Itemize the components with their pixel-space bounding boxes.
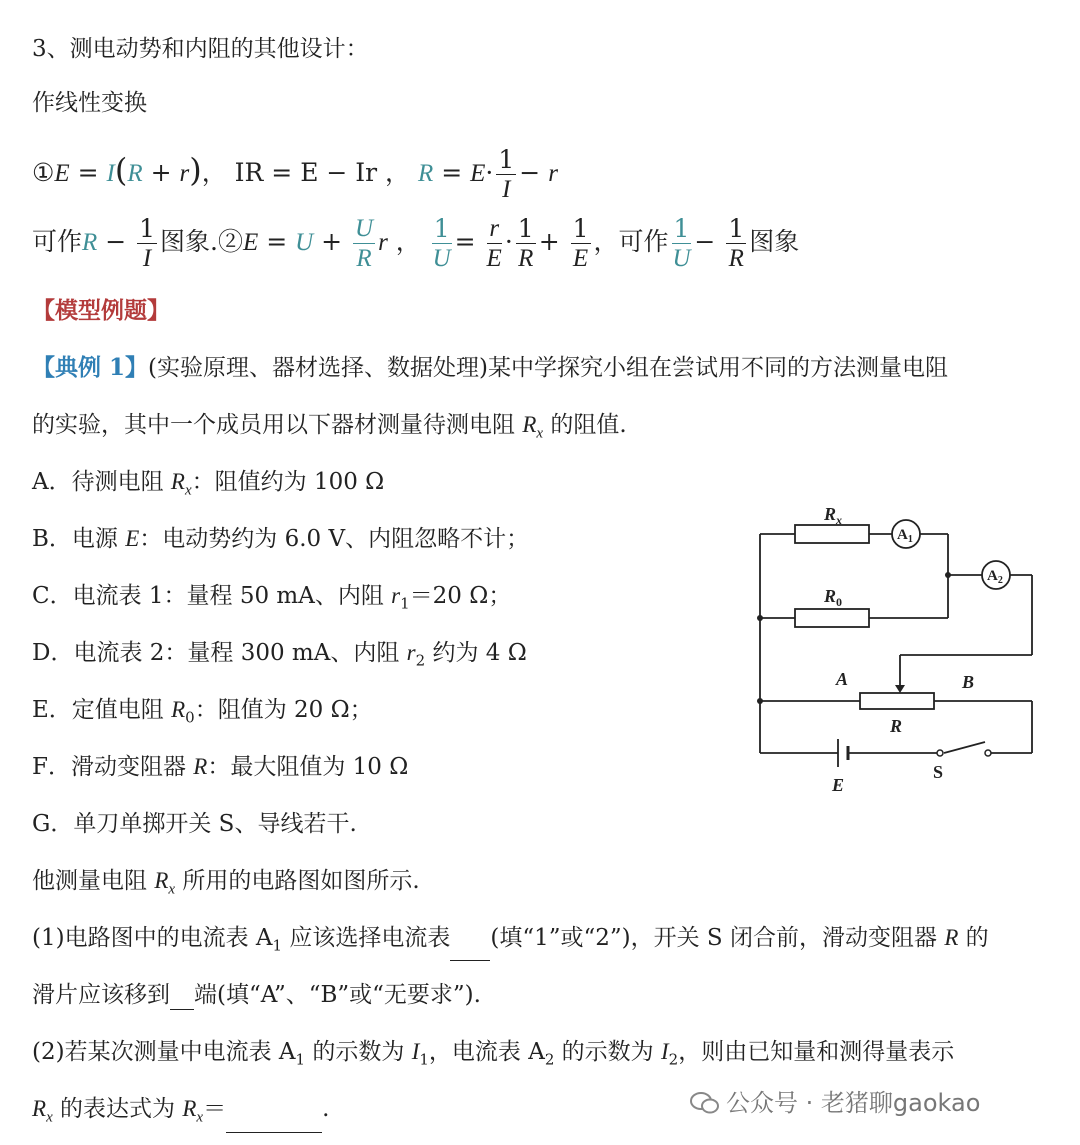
circuit-diagram — [740, 505, 1050, 800]
list-item: D．电流表 2：量程 300 mA、内阻 $r_2$ 约为 4 Ω — [32, 640, 527, 670]
list-item: E．定值电阻 $R_0$：阻值为 20 Ω； — [32, 697, 373, 727]
answer-blank-3[interactable] — [226, 1108, 322, 1133]
formula-line-1: ①E = I(R + r)， IR = E − Ir ， R = E· $\frac{1}{I}$ − r — [32, 145, 558, 203]
formula-line-2: 可作R − $\frac{1}{I}$ 图象.②E = U + $\frac{U}{R}$ r ， $\frac{1}{U}$ = $\frac{r}{E}$ · $\frac{1}{R}$ + $\frac{1}{E}$ ，可作 $\frac{1}{U}$ − $\frac{1}{R}$ 图象 — [32, 214, 800, 272]
example-line-2: 的实验，其中一个成员用以下器材测量待测电阻 $R_x$ 的阻值. — [32, 412, 627, 442]
model-example-label: 【模型例题】 — [32, 297, 170, 324]
formula-equation-2: ， IR = E − Ir ， — [201, 158, 411, 187]
list-item: A．待测电阻 $R_x$：阻值约为 100 Ω — [32, 469, 385, 499]
question-2-line-1: (2)若某次测量中电流表 $A_1$ 的示数为 $I_1$，电流表 $A_2$ 的示数为 $I_2$，则由已知量和测得量表示 — [32, 1039, 955, 1069]
wechat-icon — [690, 1091, 720, 1115]
label-end-a: A — [836, 669, 849, 689]
list-item: G．单刀单掷开关 S、导线若干. — [32, 811, 357, 837]
label-switch-s: S — [933, 762, 944, 782]
watermark: 公众号 · 老猪聊gaokao — [690, 1083, 980, 1118]
label-rx: $R_x$ — [824, 505, 843, 527]
label-ammeter-a1: $A_1$ — [897, 527, 913, 545]
list-item: B．电源 E：电动势约为 6.0 V、内阻忽略不计； — [32, 526, 530, 552]
example-line-1: 【典例 1】(实验原理、器材选择、数据处理)某中学探究小组在尝试用不同的方法测量电阻 — [32, 354, 948, 381]
label-battery-e: E — [832, 775, 845, 795]
list-item: F．滑动变阻器 R：最大阻值为 10 Ω — [32, 754, 409, 780]
section-heading: 3、测电动势和内阻的其他设计： — [32, 36, 369, 62]
circle-number-1: ① — [32, 158, 55, 187]
label-slider-r: R — [890, 716, 903, 736]
example-label: 【典例 1】 — [32, 354, 149, 381]
question-2-line-2: $R_x$ 的表达式为 $R_x=$ . — [32, 1094, 329, 1133]
question-1-line-2: 滑片应该移到 端(填“A”、“B”或“无要求”). — [32, 982, 481, 1008]
label-end-b: B — [962, 672, 975, 692]
fraction-1-over-I: $\frac{1}{I}$ — [498, 145, 515, 203]
list-item: C．电流表 1：量程 50 mA、内阻 $r_1=20$ Ω； — [32, 583, 512, 613]
label-ammeter-a2: $A_2$ — [987, 568, 1003, 586]
circuit-intro: 他测量电阻 $R_x$ 所用的电路图如图所示. — [32, 868, 420, 898]
answer-blank-1[interactable] — [450, 936, 490, 961]
label-r0: $R_0$ — [824, 586, 843, 609]
answer-blank-2[interactable] — [170, 985, 194, 1010]
subheading: 作线性变换 — [32, 90, 147, 116]
question-1-line-1: (1)电路图中的电流表 $A_1$ 应该选择电流表 (填“1”或“2”)，开关 S 闭合前，滑动变阻器 R 的 — [32, 923, 989, 961]
